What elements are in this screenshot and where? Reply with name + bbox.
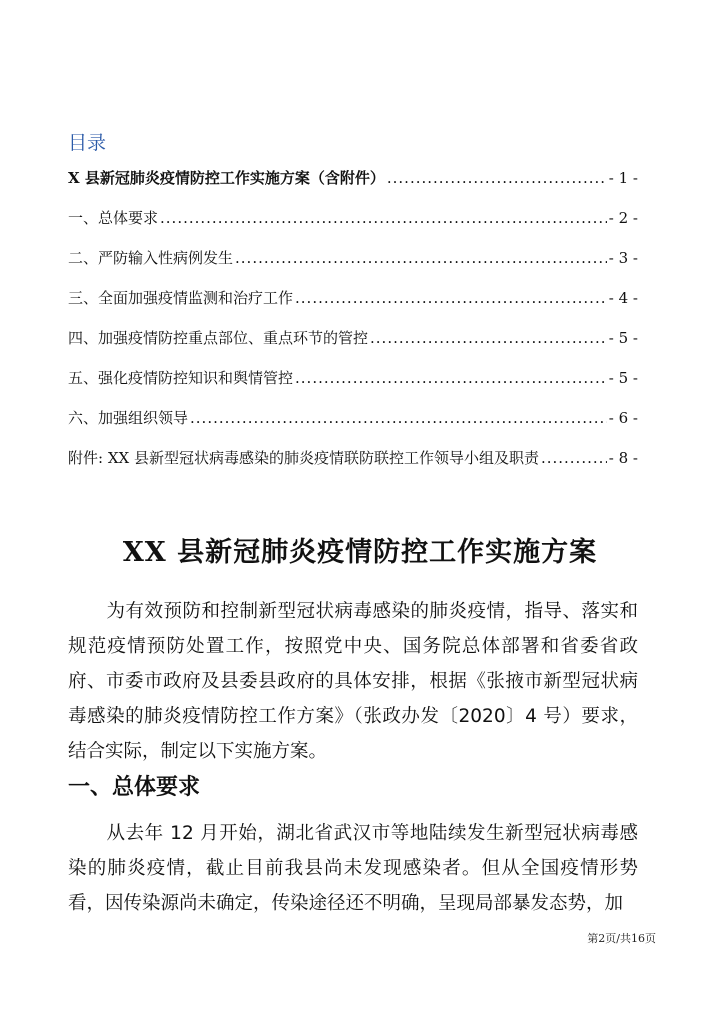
- toc-entry-page: - 3 -: [608, 249, 638, 267]
- document-title: XX 县新冠肺炎疫情防控工作实施方案: [122, 537, 598, 568]
- toc-leader-dots: [295, 366, 607, 390]
- intro-paragraph: [68, 594, 638, 769]
- toc-entry-page: - 8 -: [608, 449, 638, 467]
- table-of-contents: [68, 166, 638, 486]
- toc-entry[interactable]: [68, 166, 638, 206]
- section-heading: 一、总体要求: [68, 775, 201, 800]
- toc-entry[interactable]: [68, 206, 638, 246]
- section-text: 从去年 12 月开始，湖北省武汉市等地陆续发生新型冠状病毒感染的肺炎疫情，截止目前我县尚未发现感染者。但从全国疫情形势看，因传染源尚未确定，传染途径还不明确，呈现局部暴发态势，加: [68, 823, 638, 914]
- toc-leader-dots: [235, 246, 607, 270]
- toc-entry-page: - 2 -: [608, 209, 638, 227]
- intro-text: 为有效预防和控制新型冠状病毒感染的肺炎疫情，指导、落实和规范疫情预防处置工作，按照党中央、国务院总体部署和省委省政府、市委市政府及县委县政府的具体安排，根据《张掖市新型冠状病毒感染的肺炎疫情防控工作方案》（张政办发〔2020〕4 号）要求，结合实际，制定以下实施方案。: [68, 601, 638, 762]
- toc-entry-label: X 县新冠肺炎疫情防控工作实施方案（含附件）: [68, 169, 385, 187]
- toc-entry-page: - 1 -: [608, 169, 638, 187]
- section-paragraph: [68, 816, 638, 921]
- toc-entry-label: 四、加强疫情防控重点部位、重点环节的管控: [68, 329, 369, 347]
- toc-entry[interactable]: [68, 366, 638, 406]
- toc-leader-dots: [295, 286, 607, 310]
- toc-entry-page: - 5 -: [608, 329, 638, 347]
- page-number: 第2页/共16页: [587, 932, 656, 945]
- toc-entry-page: - 5 -: [608, 369, 638, 387]
- toc-entry-label: 三、全面加强疫情监测和治疗工作: [68, 289, 294, 307]
- toc-entry-label: 五、强化疫情防控知识和舆情管控: [68, 369, 294, 387]
- toc-entry[interactable]: [68, 406, 638, 446]
- toc-entry[interactable]: [68, 286, 638, 326]
- toc-heading: 目录: [68, 132, 107, 154]
- toc-entry[interactable]: [68, 246, 638, 286]
- toc-entry-label: 附件: XX 县新型冠状病毒感染的肺炎疫情联防联控工作领导小组及职责: [68, 449, 539, 467]
- toc-entry-page: - 4 -: [608, 289, 638, 307]
- toc-leader-dots: [387, 166, 607, 190]
- toc-leader-dots: [370, 326, 607, 350]
- toc-entry-label: 一、总体要求: [68, 209, 159, 227]
- toc-leader-dots: [160, 206, 607, 230]
- toc-entry[interactable]: [68, 326, 638, 366]
- toc-entry[interactable]: [68, 446, 638, 486]
- toc-entry-label: 六、加强组织领导: [68, 409, 189, 427]
- toc-entry-page: - 6 -: [608, 409, 638, 427]
- toc-leader-dots: [190, 406, 607, 430]
- toc-leader-dots: [541, 446, 607, 470]
- toc-entry-label: 二、严防输入性病例发生: [68, 249, 234, 267]
